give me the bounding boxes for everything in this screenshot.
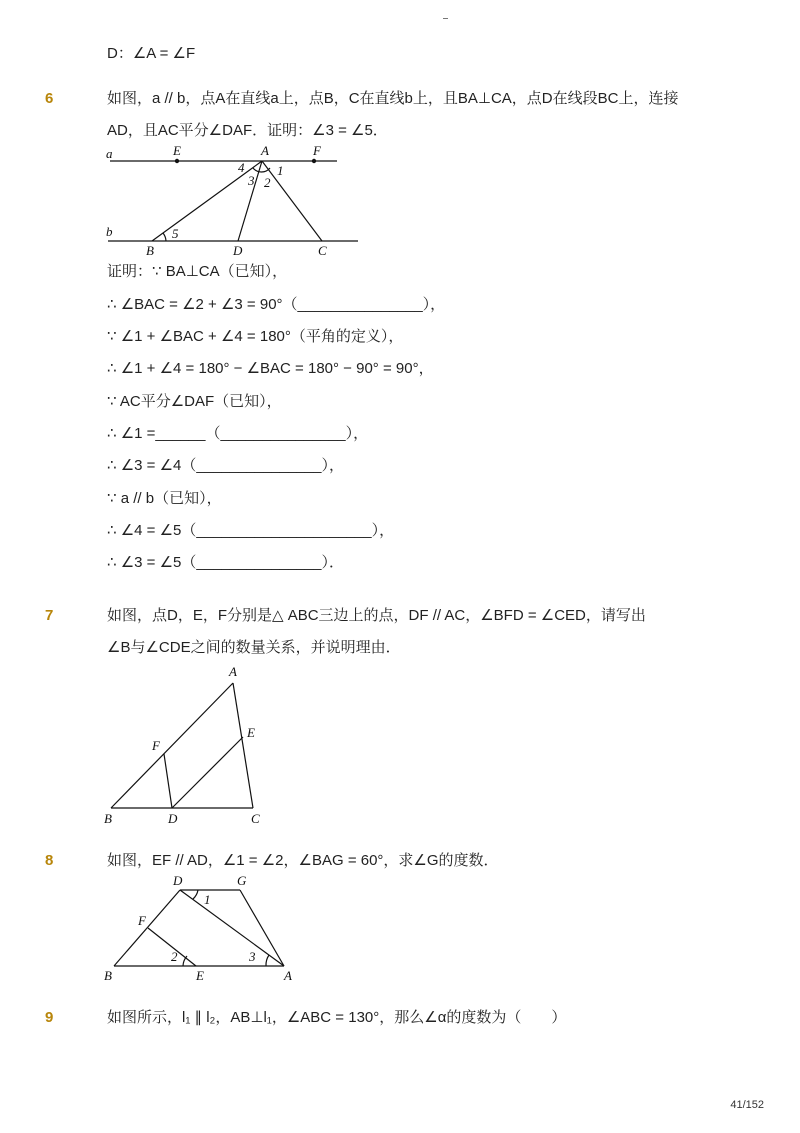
angle-label-2: 2 (171, 949, 178, 964)
label-A: A (229, 664, 237, 679)
label-D: D (233, 243, 243, 258)
label-F: F (152, 738, 160, 753)
angle-label-2: 2 (264, 175, 271, 190)
label-E: E (196, 968, 204, 983)
q6-proof-line-4: ∴ ∠1 + ∠4 = 180° − ∠BAC = 180° − 90° = 90°， (107, 360, 434, 377)
q7-stem-line2: ∠B与∠CDE之间的数量关系，并说明理由． (107, 639, 401, 656)
q7-stem-line1: 如图，点D，E，F分别是△ ABC三边上的点，DF // AC，∠BFD = ∠CED，请写出 (107, 607, 646, 624)
label-B: B (146, 243, 154, 258)
q8-stem: 如图，EF // AD，∠1 = ∠2，∠BAG = 60°，求∠G的度数． (107, 852, 499, 869)
label-b: b (106, 224, 113, 239)
question-number-7: 7 (45, 607, 54, 624)
label-G: G (237, 873, 247, 888)
label-D: D (168, 811, 178, 826)
label-E: E (173, 143, 181, 158)
label-A: A (284, 968, 292, 983)
q6-stem-line1: 如图，a // b，点A在直线a上，点B，C在直线b上，且BA⊥CA，点D在线段BC上，连接 (107, 90, 679, 107)
label-E: E (247, 725, 255, 740)
q6-proof-line-9: ∴ ∠4 = ∠5（_____________________）， (107, 522, 395, 539)
q6-proof-line-6: ∴ ∠1 =______（_______________）， (107, 425, 369, 442)
label-B: B (104, 968, 112, 983)
angle-label-3: 3 (249, 949, 256, 964)
question-number-9: 9 (45, 1009, 54, 1026)
q6-proof-line-10: ∴ ∠3 = ∠5（_______________）． (107, 554, 345, 571)
q6-proof-line-2: ∴ ∠BAC = ∠2 + ∠3 = 90°（_______________）， (107, 296, 446, 313)
label-C: C (251, 811, 260, 826)
label-F: F (138, 913, 146, 928)
previous-option-d: D：∠A = ∠F (107, 45, 196, 62)
q6-proof-line-3: ∵ ∠1 + ∠BAC + ∠4 = 180°（平角的定义）， (107, 328, 404, 345)
label-A: A (261, 143, 269, 158)
angle-label-5: 5 (172, 226, 179, 241)
segment-GA (240, 890, 284, 966)
q6-stem-line2: AD，且AC平分∠DAF．证明：∠3 = ∠5． (107, 122, 388, 139)
q6-proof-line-8: ∵ a // b（已知）， (107, 490, 222, 507)
angle-arc-3 (266, 955, 269, 966)
label-F: F (313, 143, 321, 158)
page-number: 41/152 (730, 1099, 764, 1111)
label-B: B (104, 811, 112, 826)
angle-arc-1 (193, 890, 198, 899)
angle-label-4: 4 (238, 160, 245, 175)
q6-proof-line-5: ∵ AC平分∠DAF（已知）， (107, 393, 282, 410)
q6-proof-line-1: 证明：∵ BA⊥CA（已知）， (107, 263, 288, 280)
question-number-6: 6 (45, 90, 54, 107)
label-C: C (318, 243, 327, 258)
question-number-8: 8 (45, 852, 54, 869)
q6-proof-line-7: ∴ ∠3 = ∠4（_______________）， (107, 457, 345, 474)
segment-DA (180, 890, 284, 966)
angle-label-1: 1 (277, 163, 284, 178)
q9-stem: 如图所示，l₁ ∥ l₂，AB⊥l₁，∠ABC = 130°，那么∠α的度数为（ ） (107, 1009, 567, 1026)
label-a: a (106, 146, 113, 161)
label-D: D (173, 873, 183, 888)
angle-label-1: 1 (204, 892, 211, 907)
angle-label-3: 3 (248, 173, 255, 188)
